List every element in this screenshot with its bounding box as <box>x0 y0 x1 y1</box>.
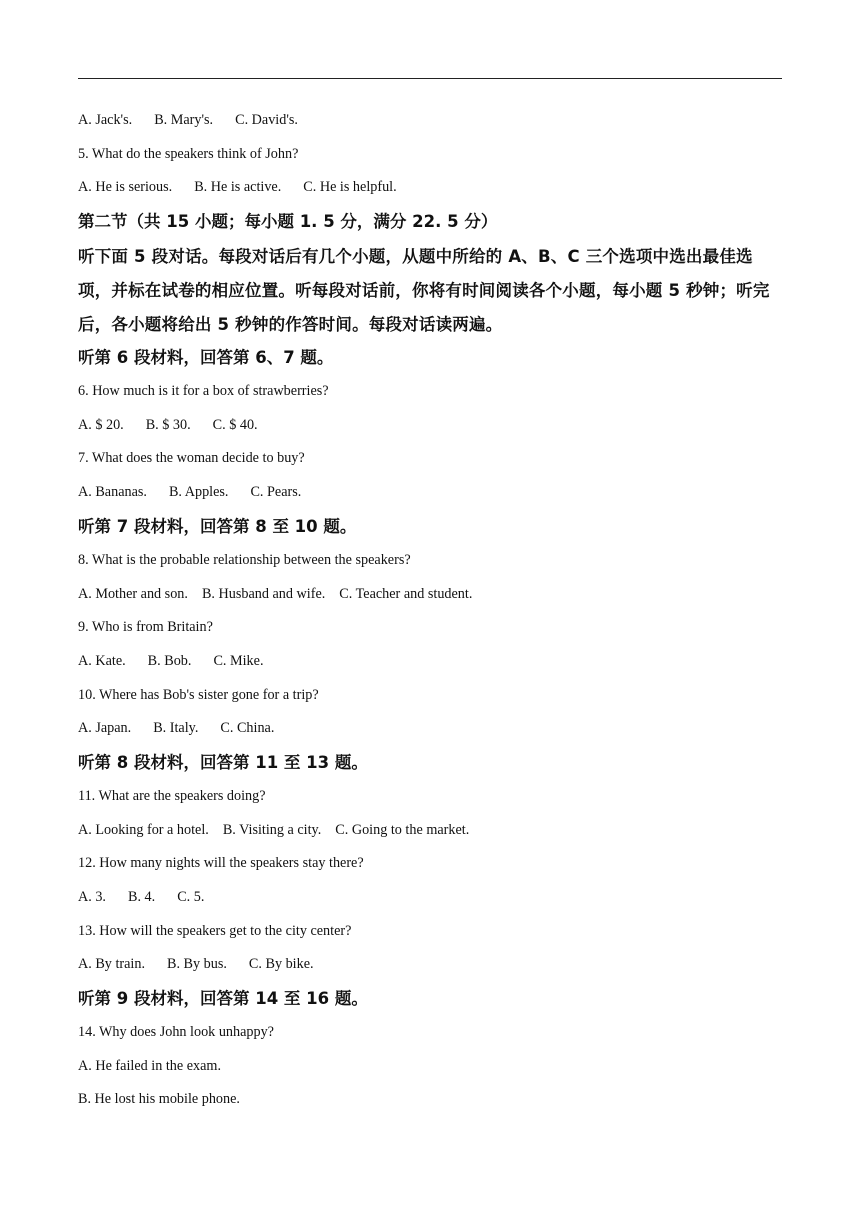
q4-option-b: B. Mary's. <box>154 112 214 128</box>
q5-option-a: A. He is serious. <box>78 179 173 196</box>
q9-option-a: A. Kate. <box>78 652 126 669</box>
q6-question: 6. How much is it for a box of strawberries? <box>78 383 329 400</box>
q14-question: 14. Why does John look unhappy? <box>78 1024 274 1041</box>
q8-option-c: C. Teacher and student. <box>339 585 473 602</box>
q8-question: 8. What is the probable relationship between the speakers? <box>78 551 411 568</box>
q13-options <box>78 954 786 974</box>
q11-option-a: A. Looking for a hotel. <box>78 821 209 838</box>
q10-options <box>78 718 786 738</box>
q5-option-c: C. He is helpful. <box>303 179 397 196</box>
q13-option-c: C. By bike. <box>248 956 314 973</box>
material8-heading: 听第 8 段材料，回答第 11 至 13 题。 <box>78 752 368 772</box>
q5-question: 5. What do the speakers think of John? <box>78 145 299 162</box>
q12-option-b: B. 4. <box>127 889 156 905</box>
q12-option-c: C. 5. <box>177 889 205 905</box>
q12-option-a: A. 3. <box>78 889 106 905</box>
q6-option-b: B. $ 30. <box>145 416 191 433</box>
q10-option-a: A. Japan. <box>78 720 132 737</box>
q7-option-b: B. Apples. <box>168 484 229 501</box>
q14-option-a: A. He failed in the exam. <box>78 1057 222 1074</box>
q4-option-a: A. Jack's. <box>78 112 133 128</box>
q12-options <box>78 887 786 907</box>
q13-option-b: B. By bus. <box>167 956 227 973</box>
q6-options <box>78 415 786 435</box>
q10-option-c: C. China. <box>220 720 275 737</box>
q11-option-c: C. Going to the market. <box>335 821 470 838</box>
q5-option-b: B. He is active. <box>194 179 282 196</box>
q7-option-c: C. Pears. <box>250 484 302 501</box>
material9-heading: 听第 9 段材料，回答第 14 至 16 题。 <box>78 989 368 1009</box>
q12-question: 12. How many nights will the speakers stay there? <box>78 855 364 872</box>
header-rule <box>78 78 782 79</box>
q6-option-a: A. $ 20. <box>78 416 124 433</box>
section2-instructions: 听下面 5 段对话。每段对话后有几个小题，从题中所给的 A、B、C 三个选项中选出最佳选项，并标在试卷的相应位置。听每段对话前，你将有时间阅读各个小题，每小题 5 秒钟；听完后，各小题将给出 5 秒钟的作答时间。每段对话读两遍。 <box>78 247 770 335</box>
q8-option-b: B. Husband and wife. <box>201 585 326 602</box>
q13-question: 13. How will the speakers get to the city center? <box>78 922 352 939</box>
q6-option-c: C. $ 40. <box>212 416 258 433</box>
material6-heading: 听第 6 段材料，回答第 6、7 题。 <box>78 348 334 368</box>
q9-option-b: B. Bob. <box>147 652 192 669</box>
q5-options <box>78 177 786 197</box>
exam-page-content <box>78 110 786 1123</box>
q4-options <box>78 110 786 130</box>
section2-title: 第二节（共 15 小题；每小题 1. 5 分，满分 22. 5 分） <box>78 212 498 232</box>
q9-options <box>78 651 786 671</box>
q7-option-a: A. Bananas. <box>78 484 147 501</box>
material7-heading: 听第 7 段材料，回答第 8 至 10 题。 <box>78 516 357 536</box>
q7-question: 7. What does the woman decide to buy? <box>78 450 305 467</box>
q7-options <box>78 482 786 502</box>
q11-options <box>78 820 786 840</box>
q8-options <box>78 584 786 604</box>
q11-option-b: B. Visiting a city. <box>222 821 322 838</box>
q11-question: 11. What are the speakers doing? <box>78 787 266 804</box>
q4-option-c: C. David's. <box>235 112 298 128</box>
q10-option-b: B. Italy. <box>153 720 199 737</box>
q13-option-a: A. By train. <box>78 956 145 973</box>
q9-question: 9. Who is from Britain? <box>78 619 213 636</box>
q10-question: 10. Where has Bob's sister gone for a trip? <box>78 686 319 703</box>
q9-option-c: C. Mike. <box>213 652 264 669</box>
q8-option-a: A. Mother and son. <box>78 585 188 602</box>
q14-option-b: B. He lost his mobile phone. <box>78 1091 240 1108</box>
